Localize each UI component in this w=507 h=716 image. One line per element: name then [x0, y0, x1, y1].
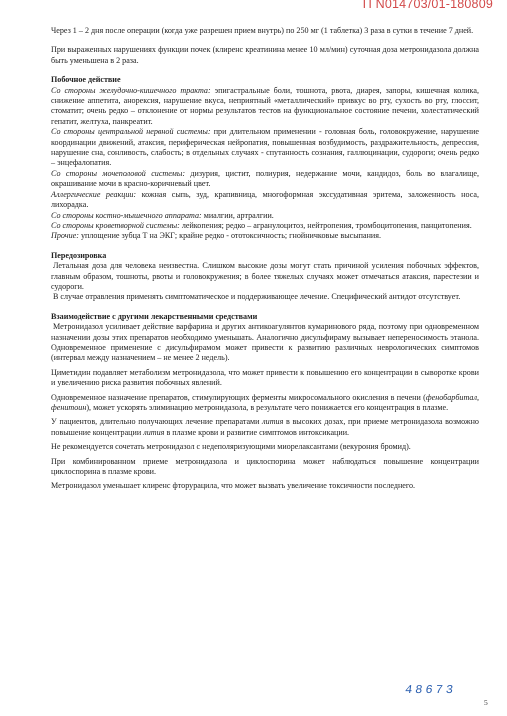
interactions-paragraph-7: Метронидазол уменьшает клиренс фторурацила, что может вызвать увеличение токсичности последнего.: [51, 481, 416, 491]
musc-label: Со стороны костно-мышечного аппарата:: [51, 210, 202, 220]
p4-text-a: У пациентов, длительно получающих лечение препаратами: [51, 417, 263, 427]
blood-label: Со стороны кроветворной системы:: [51, 220, 180, 230]
other-label: Прочие:: [51, 231, 79, 241]
side-effects-other: [51, 231, 479, 241]
p4-lithium-1: лития: [262, 417, 284, 427]
p3-text-a: Одновременное назначение препаратов, стимулирующих ферменты микросомального окисления в печени (: [51, 392, 426, 402]
interactions-paragraph-5: Не рекомендуется сочетать метронидазол с недеполяризующими миорелаксантами (векурония бромид).: [51, 442, 411, 452]
overdose-paragraph-2: В случае отравления применять симптоматическое и поддерживающее лечение. Специфический антидот отсутствует.: [53, 292, 461, 302]
side-effects-musc: [51, 211, 479, 221]
side-effects-uro: [51, 169, 479, 190]
side-effects-title: Побочное действие: [51, 75, 121, 85]
page-number: 5: [484, 698, 488, 707]
p4-text-c: в плазме крови и развитие симптомов интоксикации.: [164, 427, 350, 437]
gi-text: эпигастральные боли, тошнота, рвота, диарея, запоры, кишечная колика, снижение аппетита, анорексия, нарушение вкуса, неприятный «металлический» привкус во рту, сухость во рту, глоссит, стоматит; очень редко – отклонение от нормы результатов тестов на функциональное состояние печени, холестатический гепатит, желтуха, панкреатит.: [51, 85, 479, 126]
allergy-text: кожная сыпь, зуд, крапивница, многоформная экссудативная эритема, заложенность носа, лихорадка.: [51, 189, 479, 210]
dosage-paragraph-2: При выраженных нарушениях функции почек (клиренс креатинина менее 10 мл/мин) суточная доза метронидазола должна быть уменьшена в 2 раза.: [51, 45, 479, 65]
gi-label: Со стороны желудочно-кишечного тракта:: [51, 85, 211, 95]
interactions-paragraph-4: [51, 417, 479, 438]
interactions-paragraph-1: Метронидазол усиливает действие варфарина и других антикоагулянтов кумаринового ряда, поэтому при одновременном назначении дозы этих препаратов необходимо уменьшать. Аналогично дисульфираму вызывает непереносимость этанола. Одновременное применение с дисульфирамом может привести к развитию различных неврологических симптомов (интервал между назначением – не менее 2 недель).: [51, 322, 479, 363]
interactions-paragraph-3: [51, 393, 479, 414]
blood-text: лейкопения; редко – агранулоцитоз, нейтропения, тромбоцитопения, панцитопения.: [179, 220, 472, 230]
interactions-paragraph-2: Циметидин подавляет метаболизм метронидазола, что может привести к повышению его концентрации в сыворотке крови и увеличению риска развития побочных явлений.: [51, 367, 479, 388]
cns-text: при длительном применении - головная боль, головокружение, нарушение координации движений, атаксия, периферическая нейропатия, повышенная возбудимость, раздражительность, депрессия, нарушение сна, сонливость, слабость; в отдельных случаях - спутанность сознания, галлюцинации, судороги; очень редко – энцефалопатия.: [51, 127, 480, 168]
p3-drugs: фенобарбитал, фенитоин: [51, 392, 479, 412]
cns-label: Со стороны центральной нервной системы:: [51, 127, 211, 137]
p3-text-b: ), может ускорять элиминацию метронидазола, в результате чего понижается его концентрация в плазме.: [86, 403, 449, 412]
interactions-paragraph-6: При комбинированном приеме метронидазола и циклоспорина может наблюдаться повышение концентрации циклоспорина в плазме крови.: [51, 456, 479, 477]
side-effects-allergy: [51, 190, 479, 211]
overdose-paragraph-1: Летальная доза для человека неизвестна. Слишком высокие дозы могут стать причиной усиления побочных эффектов, главным образом, тошноты, рвоты и головокружения; в более тяжелых случаях может отмечаться атаксия, парестезии и судороги.: [51, 261, 479, 291]
musc-text: миалгии, артралгии.: [201, 210, 274, 220]
uro-label: Со стороны мочеполовой системы:: [51, 168, 186, 178]
handwritten-number: 48673: [404, 683, 457, 697]
registration-number: П N014703/01-180809: [362, 0, 493, 11]
interactions-title: Взаимодействие с другими лекарственными средствами: [51, 311, 258, 321]
side-effects-cns: [51, 127, 479, 169]
p4-lithium-2: лития: [143, 427, 165, 437]
p4-text-b: в высоких дозах, при приеме метронидазола возможно повышение концентрации: [51, 417, 479, 437]
uro-text: дизурия, цистит, полиурия, недержание мочи, кандидоз, боль во влагалище, окрашивание мочи в красно-коричневый цвет.: [51, 168, 479, 189]
other-text: уплощение зубца Т на ЭКГ; крайне редко - ототоксичность; гнойничковые высыпания.: [78, 231, 381, 241]
overdose-title: Передозировка: [51, 250, 107, 260]
dosage-paragraph-1: Через 1 – 2 дня после операции (когда уже разрешен прием внутрь) по 250 мг (1 таблетка) 3 раза в сутки в течение 7 дней.: [51, 26, 474, 35]
allergy-label: Аллергические реакции:: [51, 189, 137, 199]
document-body: [51, 26, 479, 492]
side-effects-gi: [51, 86, 479, 128]
side-effects-blood: [51, 221, 479, 231]
